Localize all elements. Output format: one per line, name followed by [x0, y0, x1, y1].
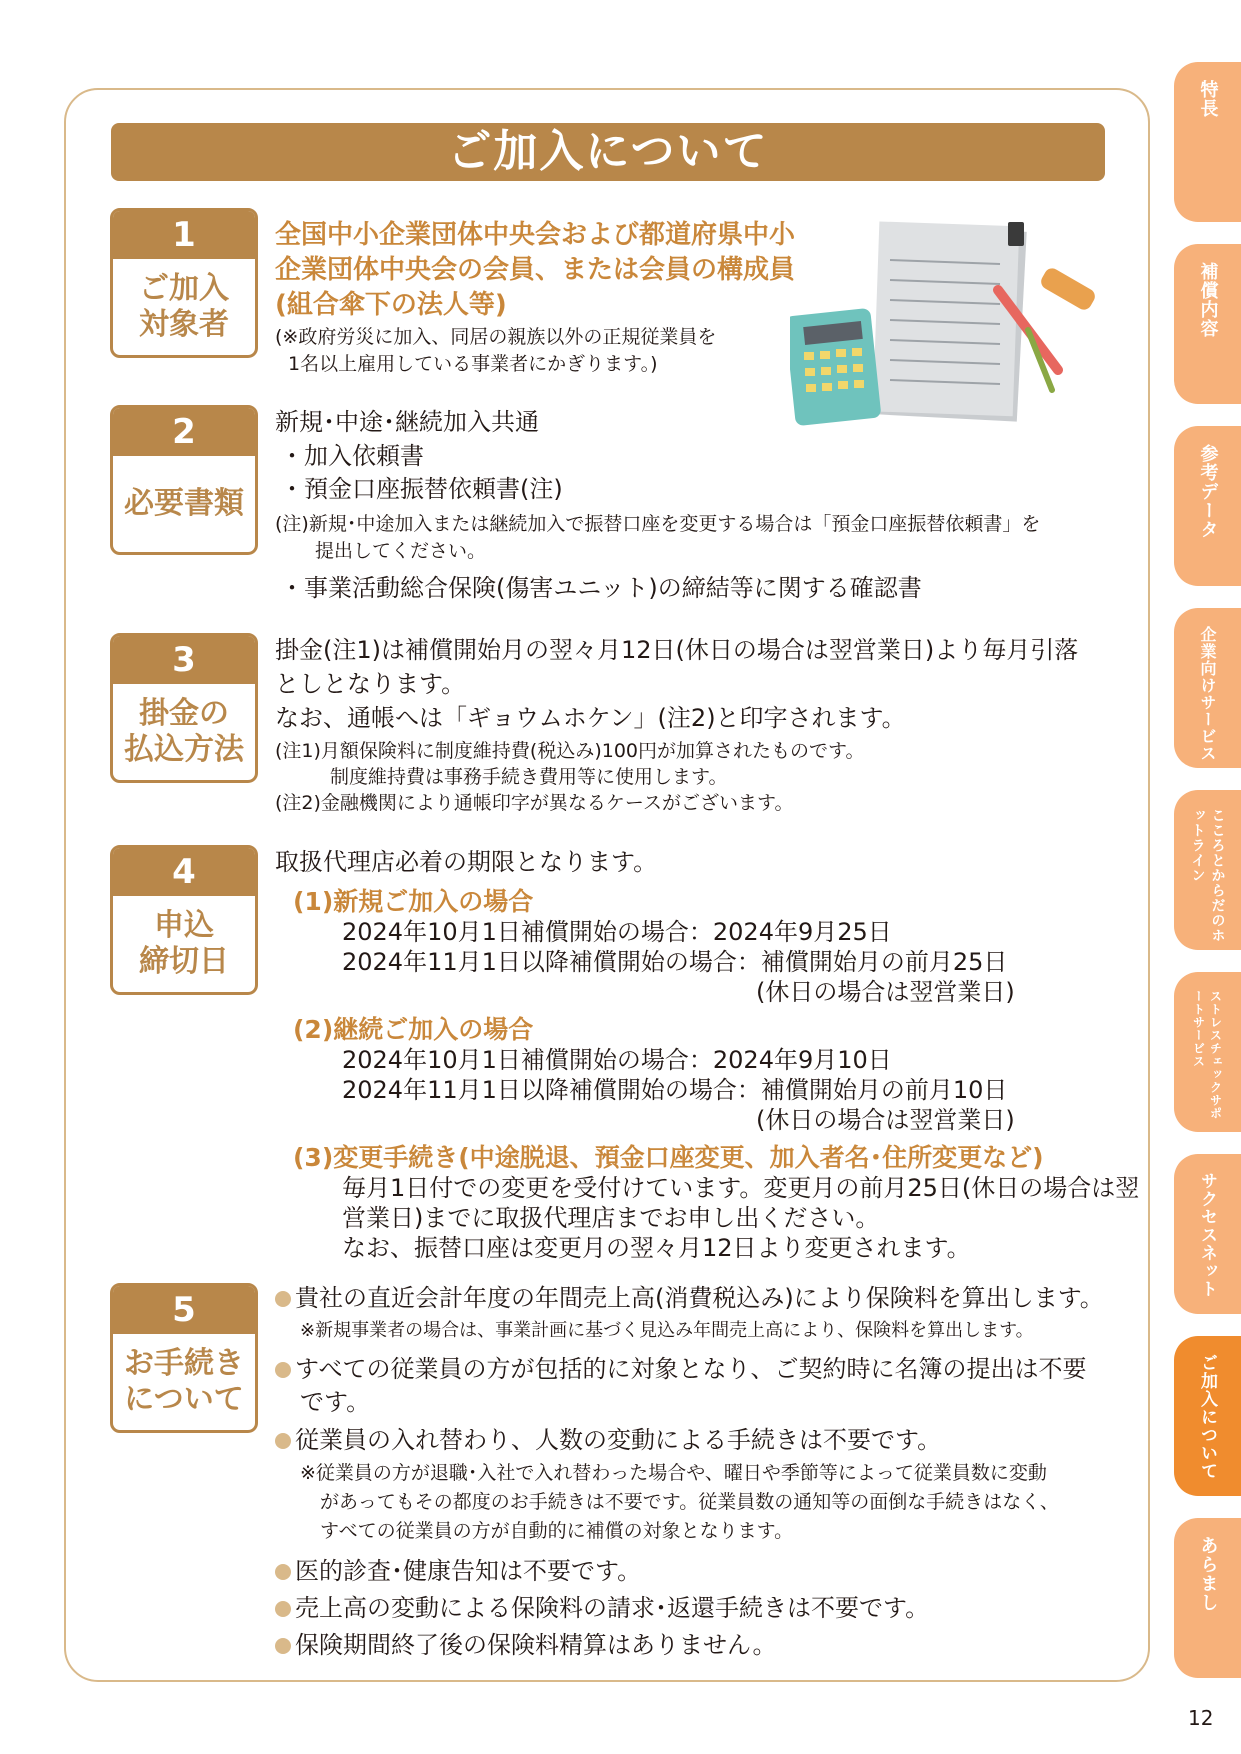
documents-illustration — [790, 220, 1100, 450]
tab-overview[interactable]: あらまし — [1174, 1518, 1241, 1678]
bullet-text: です。 — [300, 1388, 371, 1416]
bullet-note: すべての従業員の方が自動的に補償の対象となります。 — [320, 1520, 794, 1542]
bullet-note: ※新規事業者の場合は、事業計画に基づく見込み年間売上高により、保険料を算出します。 — [300, 1320, 1034, 1341]
bullet-icon — [275, 1564, 291, 1580]
section-intro: 取扱代理店必着の期限となります。 — [275, 848, 658, 876]
deadline-line: 2024年11月1日以降補償開始の場合：補償開始月の前月10日 — [342, 1076, 1008, 1104]
deadline-line: (休日の場合は翌営業日) — [756, 1106, 1015, 1134]
binder-clip-icon — [1008, 222, 1024, 246]
section-label: について — [124, 1382, 244, 1417]
section-note: (注)新規･中途加入または継続加入で振替口座を変更する場合は「預金口座振替依頼書」を — [275, 513, 1041, 535]
bullet-icon — [275, 1362, 291, 1378]
section-heading: 新規･中途･継続加入共通 — [275, 408, 539, 436]
bullet-text: 売上高の変動による保険料の請求･返還手続きは不要です。 — [295, 1594, 930, 1622]
tab-stress-check[interactable]: ストレスチェックサポートサービス — [1174, 972, 1241, 1132]
change-line: なお、振替口座は変更月の翌々月12日より変更されます。 — [342, 1234, 971, 1262]
section-label: 締切日 — [139, 944, 229, 979]
bullet-icon — [275, 1433, 291, 1449]
tab-success-net[interactable]: サクセスネット — [1174, 1154, 1241, 1314]
bullet-icon — [275, 1291, 291, 1307]
section-2-badge — [110, 405, 258, 555]
bullet-text: 貴社の直近会計年度の年間売上高(消費税込み)により保険料を算出します。 — [295, 1284, 1104, 1312]
section-note: (※政府労災に加入、同居の親族以外の正規従業員を — [275, 326, 717, 348]
section-1-badge — [110, 208, 258, 358]
tab-corporate-services[interactable]: 企業向けサービス — [1174, 608, 1241, 768]
section-number: 1 — [113, 211, 255, 259]
bullet-item — [275, 1424, 941, 1457]
bullet-item — [275, 1555, 641, 1588]
list-item: ・事業活動総合保険(傷害ユニット)の締結等に関する確認書 — [280, 574, 922, 602]
subsection-title: (2)継続ご加入の場合 — [293, 1015, 534, 1044]
section-4-badge — [110, 845, 258, 995]
section-5-badge — [110, 1283, 258, 1433]
section-note: (注2)金融機関により通帳印字が異なるケースがございます。 — [275, 792, 794, 814]
section-heading: 全国中小企業団体中央会および都道府県中小 — [275, 220, 796, 250]
section-note: 1名以上雇用している事業者にかぎります。) — [288, 353, 658, 375]
bullet-note: があってもその都度のお手続きは不要です。従業員数の通知等の面倒な手続きはなく、 — [320, 1491, 1059, 1513]
section-number: 4 — [113, 848, 255, 896]
bullet-text: 従業員の入れ替わり、人数の変動による手続きは不要です。 — [295, 1426, 942, 1454]
tab-coverage[interactable]: 補償内容 — [1174, 244, 1241, 404]
section-number: 2 — [113, 408, 255, 456]
subsection-title: (1)新規ご加入の場合 — [293, 887, 534, 916]
page-title: ご加入について — [111, 123, 1105, 181]
section-label: 掛金の — [139, 696, 229, 731]
section-3-badge — [110, 633, 258, 783]
bullet-item — [275, 1353, 1087, 1386]
deadline-line: 2024年10月1日補償開始の場合：2024年9月25日 — [342, 918, 892, 946]
bullet-note: ※従業員の方が退職･入社で入れ替わった場合や、曜日や季節等によって従業員数に変動 — [300, 1462, 1047, 1484]
section-note: 制度維持費は事務手続き費用等に使用します。 — [330, 766, 728, 788]
tab-reference-data[interactable]: 参考データ — [1174, 426, 1241, 586]
tab-features[interactable]: 特長 — [1174, 62, 1241, 222]
section-label: 対象者 — [139, 307, 229, 342]
section-number: 5 — [113, 1286, 255, 1334]
section-body: としとなります。 — [275, 670, 466, 698]
bullet-item — [275, 1282, 1104, 1315]
section-heading: (組合傘下の法人等) — [275, 290, 507, 320]
section-body: なお、通帳へは「ギョウムホケン」(注2)と印字されます。 — [275, 704, 906, 732]
tab-enrollment[interactable]: ご加入について — [1174, 1336, 1241, 1496]
section-number: 3 — [113, 636, 255, 684]
calculator-icon — [790, 308, 882, 426]
deadline-line: 2024年11月1日以降補償開始の場合：補償開始月の前月25日 — [342, 948, 1008, 976]
section-heading: 企業団体中央会の会員、または会員の構成員 — [275, 255, 796, 285]
bullet-text: 保険期間終了後の保険料精算はありません。 — [295, 1631, 777, 1659]
bullet-item — [275, 1629, 776, 1662]
bullet-text: すべての従業員の方が包括的に対象となり、ご契約時に名簿の提出は不要 — [295, 1355, 1087, 1383]
page-number: 12 — [1188, 1706, 1214, 1730]
tab-hotline[interactable]: こころとからだのホットライン — [1174, 790, 1241, 950]
section-label: お手続き — [124, 1346, 244, 1381]
subsection-title: (3)変更手続き(中途脱退、預金口座変更、加入者名･住所変更など) — [293, 1143, 1044, 1172]
eraser-icon — [1038, 265, 1097, 312]
change-line: 営業日)までに取扱代理店までお申し出ください。 — [342, 1204, 880, 1232]
list-item: ・加入依頼書 — [280, 442, 424, 470]
section-note: 提出してください。 — [315, 540, 487, 562]
deadline-line: 2024年10月1日補償開始の場合：2024年9月10日 — [342, 1046, 892, 1074]
section-note: (注1)月額保険料に制度維持費(税込み)100円が加算されたものです。 — [275, 740, 865, 762]
bullet-item — [275, 1592, 929, 1625]
bullet-icon — [275, 1601, 291, 1617]
deadline-line: (休日の場合は翌営業日) — [756, 978, 1015, 1006]
section-label: 必要書類 — [124, 486, 244, 521]
change-line: 毎月1日付での変更を受付けています。変更月の前月25日(休日の場合は翌 — [342, 1174, 1140, 1202]
section-label: 申込 — [154, 908, 214, 943]
bullet-icon — [275, 1638, 291, 1654]
bullet-text: 医的診査･健康告知は不要です。 — [295, 1557, 642, 1585]
section-label: ご加入 — [139, 271, 229, 306]
list-item: ・預金口座振替依頼書(注) — [280, 475, 563, 503]
section-body: 掛金(注1)は補償開始月の翌々月12日(休日の場合は翌営業日)より毎月引落 — [275, 636, 1079, 664]
section-label: 払込方法 — [124, 732, 244, 767]
paper-icon — [873, 221, 1027, 421]
